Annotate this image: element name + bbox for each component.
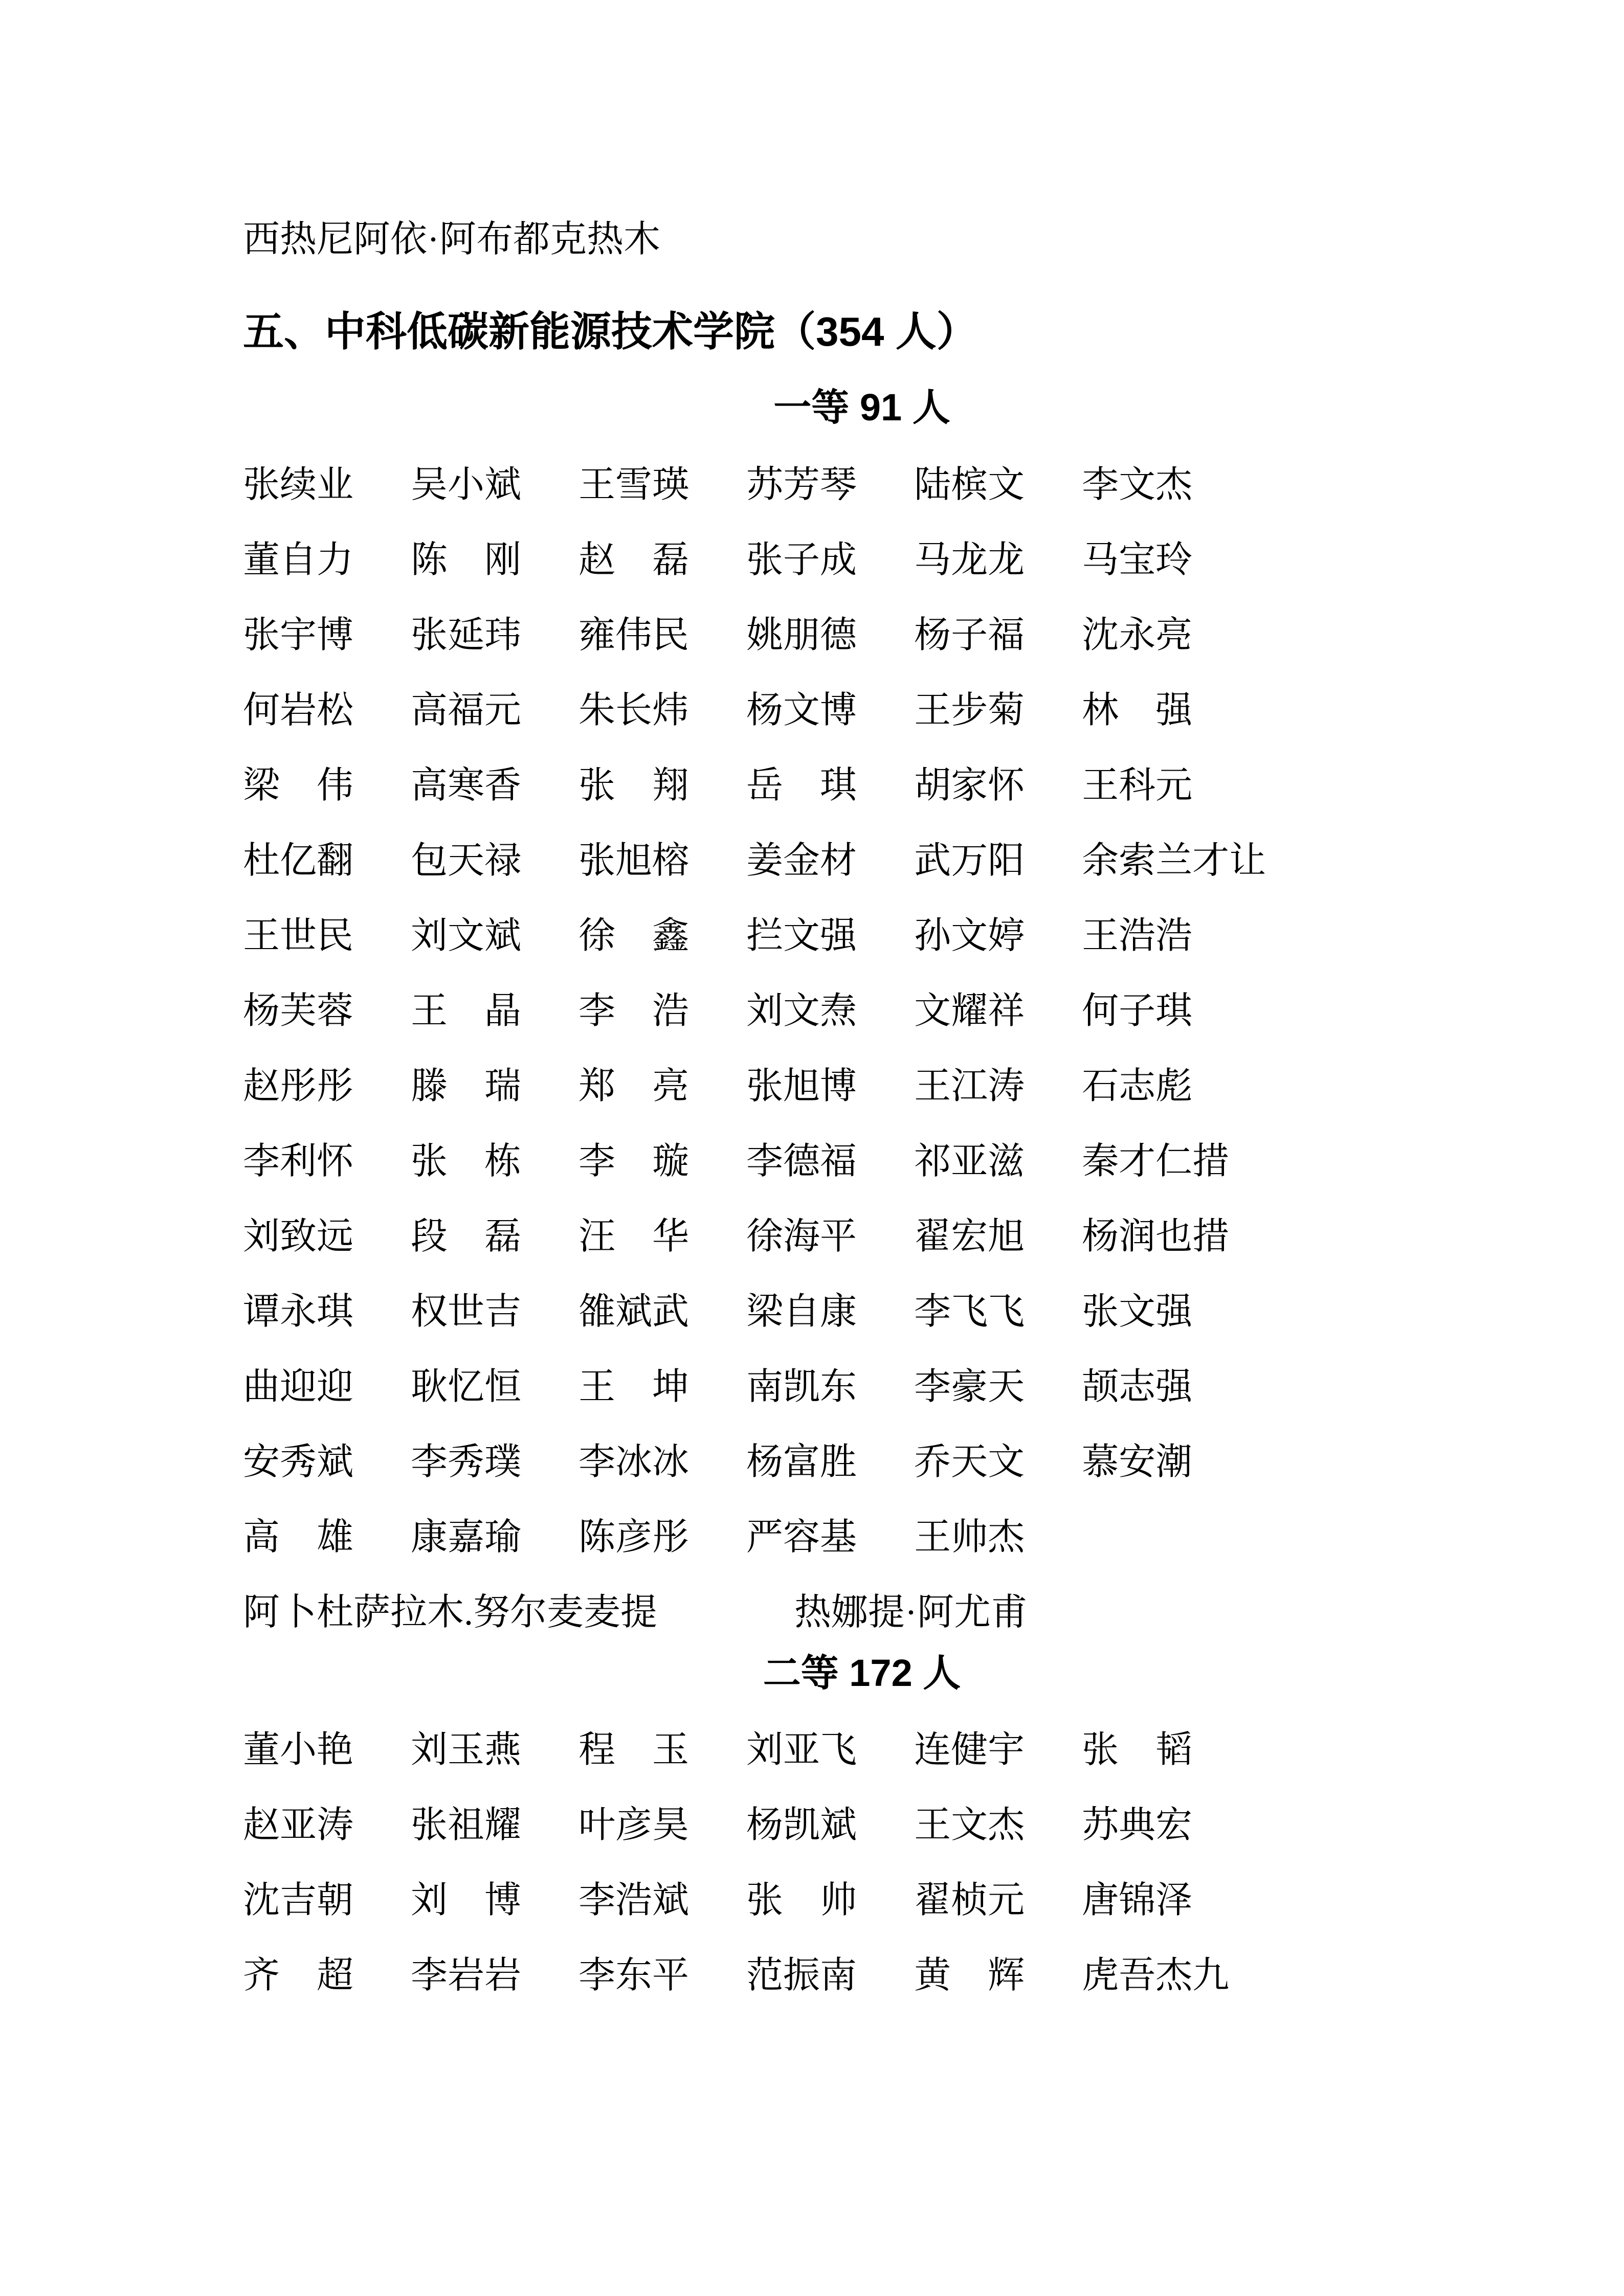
person-name: 杨文博 <box>746 689 857 731</box>
person-name: 赵彤彤 <box>243 1065 354 1107</box>
person-name: 张祖耀 <box>411 1804 522 1845</box>
person-name: 秦才仁措 <box>1082 1140 1230 1182</box>
person-name: 张 帅 <box>746 1879 857 1921</box>
person-name: 高 雄 <box>243 1516 354 1558</box>
person-name: 刘亚飞 <box>746 1729 857 1770</box>
person-name: 陈彦彤 <box>579 1516 689 1558</box>
person-name: 翟桢元 <box>914 1879 1025 1921</box>
person-name: 张延玮 <box>411 614 522 656</box>
person-name: 李文杰 <box>1082 464 1193 505</box>
person-name: 吴小斌 <box>411 464 522 505</box>
person-name: 董小艳 <box>243 1729 354 1770</box>
person-name: 严容基 <box>746 1516 857 1558</box>
person-name: 苏典宏 <box>1082 1804 1193 1845</box>
person-name: 张续业 <box>243 464 354 505</box>
person-name: 何子琪 <box>1082 990 1193 1031</box>
person-name: 滕 瑞 <box>411 1065 522 1107</box>
name-row <box>243 1421 1481 1496</box>
person-name: 李冰冰 <box>579 1441 689 1482</box>
person-name: 杜亿翻 <box>243 840 354 881</box>
person-name: 林 强 <box>1082 689 1193 731</box>
name-row <box>243 519 1481 594</box>
person-name: 赵亚涛 <box>243 1804 354 1845</box>
person-name: 沈吉朝 <box>243 1879 354 1921</box>
person-name: 王步菊 <box>914 689 1025 731</box>
person-name: 王科元 <box>1082 764 1193 806</box>
person-name: 王 晶 <box>411 990 522 1031</box>
person-name: 李德福 <box>746 1140 857 1182</box>
person-name: 张宇博 <box>243 614 354 656</box>
person-name: 郑 亮 <box>579 1065 689 1107</box>
person-name: 陈 刚 <box>411 539 522 580</box>
person-name: 杨芙蓉 <box>243 990 354 1031</box>
person-name: 段 磊 <box>411 1215 522 1257</box>
person-name: 汪 华 <box>579 1215 689 1257</box>
person-name: 余索兰才让 <box>1082 840 1266 881</box>
person-name: 孙文婷 <box>914 915 1025 956</box>
person-name: 李岩岩 <box>411 1954 522 1996</box>
person-name: 李 璇 <box>579 1140 689 1182</box>
name-row <box>243 1708 1481 1784</box>
name-row <box>243 1934 1481 2009</box>
person-name: 刘文斌 <box>411 915 522 956</box>
person-name: 王世民 <box>243 915 354 956</box>
person-name: 阿卜杜萨拉木.努尔麦麦提 <box>243 1591 658 1633</box>
person-name: 李浩斌 <box>579 1879 689 1921</box>
name-row <box>243 443 1481 519</box>
person-name: 徐海平 <box>746 1215 857 1257</box>
person-name: 沈永亮 <box>1082 614 1193 656</box>
person-name: 曲迎迎 <box>243 1366 354 1407</box>
person-name: 陆槟文 <box>914 464 1025 505</box>
tier2-heading: 二等 172 人 <box>763 1652 961 1694</box>
person-name: 王帅杰 <box>914 1516 1025 1558</box>
person-name: 岳 琪 <box>746 764 857 806</box>
person-name: 梁自康 <box>746 1291 857 1332</box>
person-name: 张 翔 <box>579 764 689 806</box>
person-name: 刘致远 <box>243 1215 354 1257</box>
person-name: 王雪瑛 <box>579 464 689 505</box>
person-name: 连健宇 <box>914 1729 1025 1770</box>
name-row <box>243 744 1481 819</box>
name-row <box>243 1270 1481 1345</box>
person-name: 赵 磊 <box>579 539 689 580</box>
person-name: 杨润也措 <box>1082 1215 1230 1257</box>
name-row <box>243 970 1481 1045</box>
person-name: 南凯东 <box>746 1366 857 1407</box>
person-name: 张旭榕 <box>579 840 689 881</box>
person-name: 张子成 <box>746 539 857 580</box>
person-name: 李飞飞 <box>914 1291 1025 1332</box>
section-title: 五、中科低碳新能源技术学院（354 人） <box>243 309 977 354</box>
person-name: 石志彪 <box>1082 1065 1193 1107</box>
name-row <box>243 1120 1481 1195</box>
person-name: 梁 伟 <box>243 764 354 806</box>
tier1-heading: 一等 91 人 <box>773 386 950 429</box>
tier1-name-list <box>243 443 1481 1646</box>
previous-section-last-name: 西热尼阿依·阿布都克热木 <box>243 219 660 260</box>
person-name: 何岩松 <box>243 689 354 731</box>
person-name: 颉志强 <box>1082 1366 1193 1407</box>
person-name: 杨凯斌 <box>746 1804 857 1845</box>
name-row <box>243 894 1481 970</box>
person-name: 范振南 <box>746 1954 857 1996</box>
person-name: 朱长炜 <box>579 689 689 731</box>
person-name: 慕安潮 <box>1082 1441 1193 1482</box>
person-name: 王文杰 <box>914 1804 1025 1845</box>
person-name: 苏芳琴 <box>746 464 857 505</box>
person-name: 姚朋德 <box>746 614 857 656</box>
name-row <box>243 1571 1481 1646</box>
person-name: 张 韬 <box>1082 1729 1193 1770</box>
person-name: 黄 辉 <box>914 1954 1025 1996</box>
person-name: 姜金材 <box>746 840 857 881</box>
person-name: 高寒香 <box>411 764 522 806</box>
name-row <box>243 1496 1481 1571</box>
person-name: 杨子福 <box>914 614 1025 656</box>
person-name: 谭永琪 <box>243 1291 354 1332</box>
person-name: 程 玉 <box>579 1729 689 1770</box>
tier2-name-list <box>243 1708 1481 2009</box>
person-name: 张旭博 <box>746 1065 857 1107</box>
name-row <box>243 1784 1481 1859</box>
person-name: 王浩浩 <box>1082 915 1193 956</box>
person-name: 李 浩 <box>579 990 689 1031</box>
name-row <box>243 1195 1481 1270</box>
person-name: 文耀祥 <box>914 990 1025 1031</box>
name-row <box>243 594 1481 669</box>
person-name: 李秀璞 <box>411 1441 522 1482</box>
person-name: 刘 博 <box>411 1879 522 1921</box>
person-name: 李豪天 <box>914 1366 1025 1407</box>
person-name: 马宝玲 <box>1082 539 1193 580</box>
person-name: 徐 鑫 <box>579 915 689 956</box>
person-name: 马龙龙 <box>914 539 1025 580</box>
name-row <box>243 669 1481 744</box>
person-name: 高福元 <box>411 689 522 731</box>
person-name: 王江涛 <box>914 1065 1025 1107</box>
person-name: 雒斌武 <box>579 1291 689 1332</box>
name-row <box>243 1345 1481 1421</box>
person-name: 乔天文 <box>914 1441 1025 1482</box>
person-name: 拦文强 <box>746 915 857 956</box>
person-name: 安秀斌 <box>243 1441 354 1482</box>
person-name: 胡家怀 <box>914 764 1025 806</box>
person-name: 虎吾杰九 <box>1082 1954 1230 1996</box>
person-name: 康嘉瑜 <box>411 1516 522 1558</box>
person-name: 雍伟民 <box>579 614 689 656</box>
name-row <box>243 819 1481 894</box>
person-name: 热娜提·阿尤甫 <box>794 1591 1028 1633</box>
person-name: 董自力 <box>243 539 354 580</box>
person-name: 李利怀 <box>243 1140 354 1182</box>
person-name: 齐 超 <box>243 1954 354 1996</box>
person-name: 武万阳 <box>914 840 1025 881</box>
person-name: 祁亚滋 <box>914 1140 1025 1182</box>
person-name: 杨富胜 <box>746 1441 857 1482</box>
person-name: 张文强 <box>1082 1291 1193 1332</box>
person-name: 刘文焘 <box>746 990 857 1031</box>
person-name: 权世吉 <box>411 1291 522 1332</box>
person-name: 翟宏旭 <box>914 1215 1025 1257</box>
person-name: 叶彦昊 <box>579 1804 689 1845</box>
person-name: 张 栋 <box>411 1140 522 1182</box>
name-row <box>243 1859 1481 1934</box>
person-name: 王 坤 <box>579 1366 689 1407</box>
person-name: 包天禄 <box>411 840 522 881</box>
person-name: 李东平 <box>579 1954 689 1996</box>
person-name: 刘玉燕 <box>411 1729 522 1770</box>
name-row <box>243 1045 1481 1120</box>
person-name: 耿忆恒 <box>411 1366 522 1407</box>
person-name: 唐锦泽 <box>1082 1879 1193 1921</box>
